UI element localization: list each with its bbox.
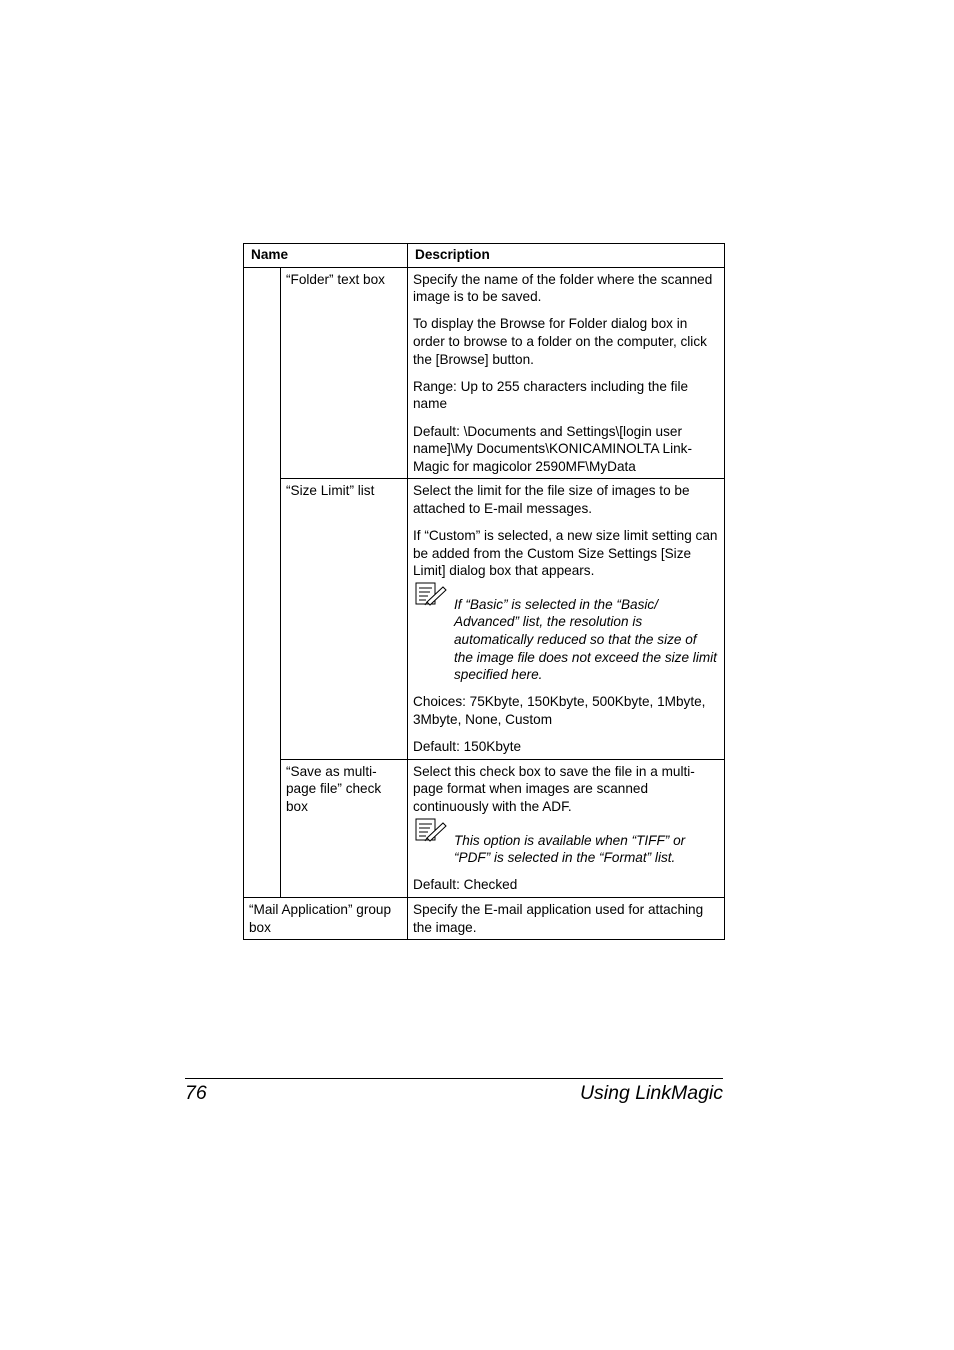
footer-divider — [185, 1078, 723, 1079]
header-name: Name — [244, 244, 408, 268]
description-text: Range: Up to 255 characters including the file name — [413, 378, 689, 412]
row-description — [408, 267, 725, 479]
running-footer-title: Using LinkMagic — [579, 1082, 723, 1104]
row-name: “Save as multi-page file” check box — [281, 759, 408, 897]
description-text: Specify the E-mail application used for attaching the image. — [413, 901, 704, 935]
note-pencil-icon — [415, 582, 447, 606]
description-text: Select the limit for the file size of images to be attached to E-mail messages. — [413, 483, 690, 516]
description-text: Default: \Documents and Settings\[login user name]\My Documents\KONICAMINOLTA Link-Magic for magicolor 2590MF\MyData — [413, 423, 692, 474]
page-number: 76 — [185, 1082, 207, 1104]
indent-cell — [244, 267, 281, 897]
description-text: To display the Browse for Folder dialog box in order to browse to a folder on the computer, click the [Browse] button. — [413, 316, 707, 367]
header-description: Description — [408, 244, 725, 268]
description-text: Default: Checked — [413, 877, 518, 893]
table-row — [244, 479, 725, 760]
description-text: Select this check box to save the file in a multi-page format when images are scanned continuously with the ADF. — [413, 763, 695, 814]
row-description — [408, 479, 725, 760]
table-header-row — [244, 244, 725, 268]
description-text: Default: 150Kbyte — [413, 739, 522, 755]
description-text: If “Custom” is selected, a new size limit setting can be added from the Custom Size Settings [Size Limit] dialog box that appears. — [413, 528, 718, 579]
row-description — [408, 759, 725, 897]
description-text: Choices: 75Kbyte, 150Kbyte, 500Kbyte, 1Mbyte, 3Mbyte, None, Custom — [413, 694, 706, 728]
table-row — [244, 267, 725, 479]
settings-table — [243, 243, 725, 940]
row-name: “Size Limit” list — [281, 479, 408, 760]
note — [413, 596, 719, 684]
row-name: “Mail Application” group box — [244, 897, 408, 939]
table-row — [244, 897, 725, 939]
description-text: Specify the name of the folder where the scanned image is to be saved. — [413, 271, 713, 305]
table-row — [244, 759, 725, 897]
note-text: This option is available when “TIFF” or “PDF” is selected in the “Format” list. — [454, 832, 686, 866]
row-name: “Folder” text box — [281, 267, 408, 479]
note — [413, 832, 719, 867]
note-text: If “Basic” is selected in the “Basic/ Advanced” list, the resolution is automatically reduced so that the size of the image file does not exceed the size limit specified here. — [454, 596, 717, 683]
note-pencil-icon — [415, 818, 447, 842]
row-description — [408, 897, 725, 939]
